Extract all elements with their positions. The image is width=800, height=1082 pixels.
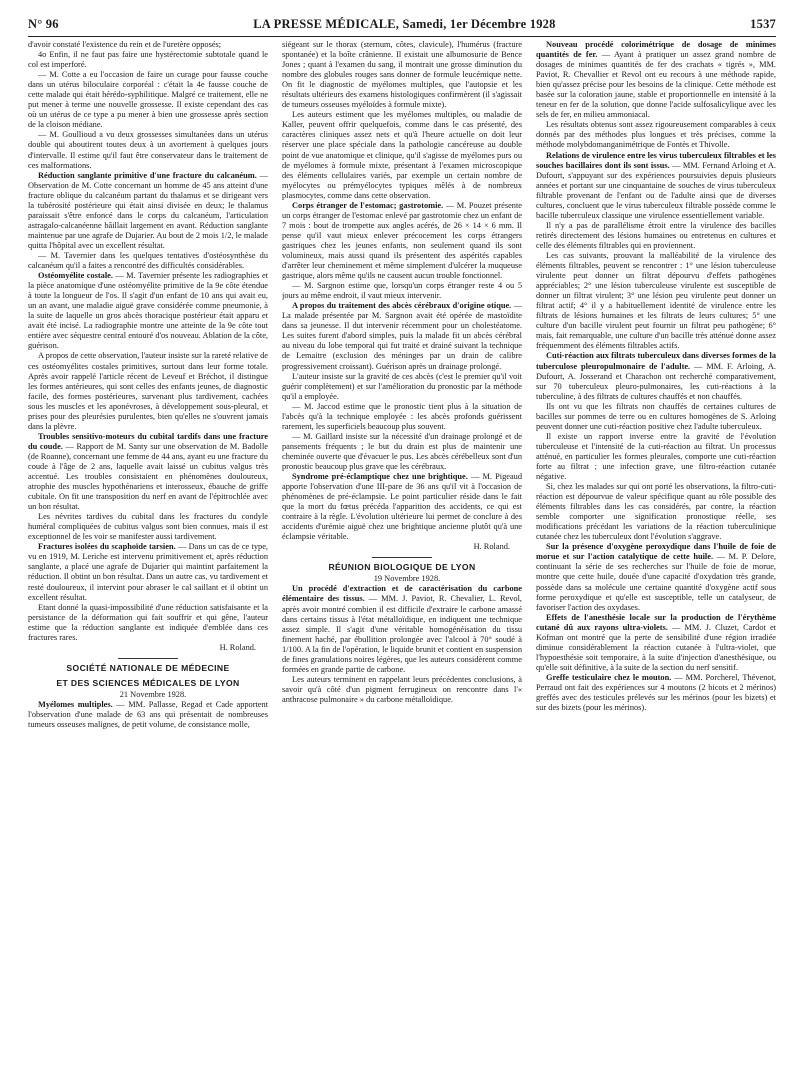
paragraph [28,700,268,730]
section-heading: Réduction sanglante primitive d'une fracture du calcanéum. [38,170,257,180]
paragraph-text: — MM. F. Arloing, A. Dufourt, A. Josserand et Charachon ont recherché comparativement, sur 70 tuberculeux pleuro-pulmonaires, les cuti-réactions à la tuberculine, à des filtrats de cultures chauffés et non chauffés. [536,361,776,401]
paragraph-text: — Observation de M. Cotte concernant un homme de 45 ans atteint d'une fracture oblique du calcanéum partant du thalamus et se dirigeant vers la tubérosité postérieure qui était ainsi divisée en deux; le thalamus paraissait s'être enfoncé dans le corps du calcanéum, l'articulation astragalo-calcanéenne bâillait largement en avant. Réduction sanglante maintenue par une agrafe de Dujarier. Au bout de 2 mois 1/2, le malade quitta l'hôpital avec un excellent résultat. [28,170,268,250]
section-heading: Nouveau procédé colorimétrique de dosage de minimes quantités de fer. [536,40,776,60]
paragraph-text: — MM. Fernand Arloing et A. Dufourt, s'appuyant sur des expériences poursuivies depuis plusieurs années et portant sur une cinquantaine de souches de virus tuberculeux filtrable provenant de l'enfant ou de l'adulte ainsi que de diverses cultures, concluent que le virus tuberculeux filtrable possède comme le bacille tuberculeux classique une virulence essentiellement variable. [536,160,776,220]
signature: H. Roland. [473,542,510,552]
section-heading: A propos du traitement des abcès cérébraux d'origine otique. [292,301,512,311]
section-heading: Corps étranger de l'estomac; gastrotomie. [292,200,444,210]
paragraph [282,301,522,371]
page-number: 1537 [750,16,776,31]
paragraph: Les auteurs terminent en rappelant leurs précédentes conclusions, à savoir qu'à côté d'un pigment ferrugineux on rencontre dans l'« anthracose pulmonaire » du carbone métalloïdique. [282,674,522,704]
paragraph: — M. Jaccod estime que le pronostic tient plus à la situation de l'abcès qu'à la technique employée : les abcès profonds guérissent rarement, les superficiels beaucoup plus souvent. [282,401,522,431]
paragraph: Ils ont vu que les filtrats non chauffés de certaines cultures de bacilles sur pommes de terre ou en cultures homogènes de S. Arloing peuvent donner une cuti-réaction positive chez l'adulte tuberculeux. [536,401,776,431]
section-heading: Fractures isolées du scaphoïde tarsien. [38,542,176,552]
paragraph [282,201,522,281]
paragraph-text: — Rapport de M. Santy sur une observation de M. Badolle (de Roanne), concernant une femme de 44 ans, ayant eu une fracture du coude à l'âge de 2 ans, laquelle avait laissé un cubitus valgus très accentué. Les troubles consistaient en phénomènes douloureux, atrophie des muscles hypothénariens et interosseux, ébauche de griffe cubitale. On fit une transposition du nerf en avant de l'épitrochlée avec un bon résultat. [28,441,268,512]
section-heading: Cuti-réaction aux filtrats tuberculeux dans diverses formes de la tuberculose pleuropulmonaire de l'adulte. [536,351,776,371]
divider [118,658,178,659]
paragraph: Les auteurs estiment que les myélomes multiples, ou maladie de Kaller, peuvent offrir quelquefois, comme dans le cas présenté, des caractères cliniques assez nets et qu'à l'heure actuelle on doit leur réserver une place spéciale dans la pathologie cancéreuse au double point de vue anatomique et clinique, qu'il s'agisse de myélomes purs ou de myélomes à formule mixte, présentant à l'examen microscopique des éléments cellulaires variés, par exemple un certain nombre de myélocytes ou prémyélocytes typiques mêlés à de nombreux plasmocytes, comme dans cette observation. [282,110,522,200]
column-left [28,40,268,1076]
journal-title: LA PRESSE MÉDICALE, Samedi, 1er Décembre 1928 [253,16,556,31]
section-heading: Greffe testiculaire chez le mouton. [546,672,672,682]
paragraph [536,613,776,673]
paragraph-text: — M. Pouzet présente un corps étranger de l'estomac enlevé par gastrotomie chez un enfant de 7 mois : bout de trompette aux angles acérés, de 26 × 14 × 6 mm. Il pense qu'il vaut mieux enlever précocement les corps étrangers gastriques chez les jeunes enfants, non seulement quand ils sont volumineux, mais aussi quand ils présentent des aspérités capables d'arrêter leur cheminement et même simplement d'ulcérer la muqueuse gastrique, alors même qu'ils ne causent aucun trouble fonctionnel. [282,200,522,281]
paragraph: — M. Goullioud a vu deux grossesses simultanées dans un utérus double qui aboutirent toutes deux à un avortement à quelques jours d'intervalle. Il estime qu'il faut être conservateur dans le traitement de ces malformations. [28,130,268,170]
paragraph: Il n'y a pas de parallélisme étroit entre la virulence des bacilles retirés directement des lésions humaines ou entretenus en cultures et celle des éléments filtrables qui en proviennent. [536,220,776,250]
page-header [28,12,776,37]
paragraph-text: — MM. Porcherel, Thévenot, Perraud ont fait des expériences sur 4 moutons (2 bicots et 2 mérinos) greffés avec des testicules prélevés sur les mérinos (pour les bizets) et sur des bizets (pour les mérinos). [536,672,776,713]
section-heading: Un procédé d'extraction et de caractérisation du carbone élémentaire des tissus. [282,584,522,604]
paragraph: 4o Enfin, il ne faut pas faire une hystérectomie subtotale quand le col est imperforé. [28,50,268,70]
paragraph-text: — M. P. Delore, continuant la série de ses recherches sur l'huile de foie de morue, montre que cette huile, douée d'une capacité d'oxydation très grande, possède dans sa molécule une certaine quantité d'oxygène actif sous forme peroxydique et qu'elle est susceptible, telle un catalyseur, de favoriser l'action des oxydases. [536,552,776,612]
session-date: 19 Novembre 1928. [373,574,441,584]
divider [372,557,432,558]
issue-number: N° 96 [28,16,59,31]
paragraph [28,542,268,602]
paragraph-text: — Dans un cas de ce type, vu en 1919, M. Leriche est intervenu primitivement et, après réduction sanglante, a placé une agrafe de Dujarier qui maintint parfaitement la réduction. Il obtint un bon résultat. Dans un autre cas, vu tardivement et resté douloureux, il intervint pour abraser le cal saillant et il obtint un excellent résultat. [28,542,268,602]
paragraph-text: — La malade présentée par M. Sargnon avait été opérée de mastoïdite dans sa jeunesse. Il dut intervenir récemment pour un cholestéatome. Les suites furent d'abord simples, puis la malade fit un abcès cérébral au niveau du lobe temporal qui fut traité et drainé suivant la technique de Lemaitre (exclusion des méninges par un drain de calibre progressivement croissant). Guérison après un drainage prolongé. [282,301,522,371]
paragraph: Les cas suivants, prouvant la malléabilité de la virulence des éléments filtrables, peuvent se rencontrer : 1° une lésion tuberculeuse virulente peut donner un filtrat dépourvu d'effets pathogènes appréciables; 2° une lésion tuberculeuse virulente est susceptible de donner un filtrat virulent; 3° une lésion peu virulente peut donner un filtrat actif; 4° il y a habituellement identité de virulence entre les filtrats de lésions humaines et les filtrats de leurs cultures; 5° une culture d'un bacille virulent peut fournir un filtrat peu pathogène; 6° mais, fait remarquable, une culture d'un bacille très atténué donne assez fréquemment des éléments filtrables actifs. [536,250,776,351]
paragraph: — M. Tavernier dans les quelques tentatives d'ostéosynthèse du calcanéum qu'il a faites a rencontré des difficultés considérables. [28,250,268,271]
paragraph [28,271,268,351]
paragraph-text: — M. Tavernier présente les radiographies et la pièce anatomique d'une ostéomyélite primitive de la 9e côte étendue à toute la longueur de l'os. Il s'agit d'un enfant de 10 ans qui avait eu, un an avant, une maladie aiguë grave considérée comme pneumonie, à la suite de laquelle un gros abcès thoracique postérieur était apparu et avait été incisé. La radiographie montre une atteinte de la 9e côte tout entière avec séquestre central entouré d'os nouveau. Ablation de la côte, guérison. [28,271,268,351]
section-heading: Ostéomyélite costale. [38,271,113,281]
column-right [536,40,776,1076]
society-title-line2: ET DES SCIENCES MÉDICALES DE LYON [56,677,240,688]
section-heading: Effets de l'anesthésie locale sur la production de l'érythème cutané dû aux rayons ultra-violets. [536,612,776,632]
section-heading: Troubles sensitivo-moteurs du cubital tardifs dans une fracture du coude. [28,431,268,451]
paragraph [282,472,522,542]
paragraph [28,432,268,512]
paragraph [536,40,776,120]
paragraph-text: — MM. Pallasse, Regad et Cade apportent l'observation d'une malade de 63 ans qui présentait de nombreuses tumeurs osseuses malignes, de petit volume, de consistance molle, [28,699,268,729]
paragraph [536,673,776,713]
paragraph-text: — Ayant à pratiquer un assez grand nombre de dosages de minimes quantités de fer des crachats « tigrés », MM. Paviot, R. Chevallier et Revol ont eu recours à une méthode rapide, bien qu'assez précise pour les besoins de la clinique. Cette méthode est basée sur la coloration jaune, stable et proportionnelle en intensité à la teneur en fer de la solution, que donne l'acide sulfosalicylique avec les sels de fer, en milieu ammoniacal. [536,50,776,120]
column-middle [282,40,522,1076]
paragraph [28,171,268,251]
paragraph [282,584,522,674]
section-heading: Myélomes multiples. [38,699,113,709]
paragraph: Les résultats obtenus sont assez rigoureusement comparables à ceux donnés par des méthodes plus longues et très précises, comme la méthode molybdomanganimétrique de Fontès et Thivolle. [536,120,776,150]
paragraph: Si, chez les malades sur qui ont porté les observations, la filtro-cuti-réaction est dépourvue de valeur spécifique quant au rôle possible des éléments filtrables dans les cas considérés, par contre, la réaction semble comporter une signification pronostique réelle, ses modifications précédant les variations de la réaction tuberculinique cutanée chez les tuberculeux dont l'évolution s'aggrave. [536,482,776,542]
paragraph-text: — MM. J. Cluzet, Cardot et Kofman ont montré que la perte de sensibilité d'une région irradiée diminue considérablement la réaction cutanée à l'ultra-violet, que l'hypoesthésie soit temporaire, à la suite d'injection d'anesthésique, ou qu'elle soit définitive, à la suite de la section du nerf sensitif. [536,622,776,672]
paragraph: Il existe un rapport inverse entre la gravité de l'évolution tuberculeuse et l'intensité de la cuti-réaction au filtrat. Un processus atténué, en particulier les formes pleurales, comporte une cuti-réaction forte au filtrat ; une infection grave, une filtro-réaction cutanée négative. [536,431,776,482]
paragraph: A propos de cette observation, l'auteur insiste sur la rareté relative de ces ostéomyélites costales primitives, surtout dans leur forme totale. Après avoir rappelé l'article récent de Leveuf et Bréchot, il distingue les formes antérieures, qui sont celles des enfants jeunes, de diagnostic facile, des formes postérieures, survenant plus tardivement, cachées sous les muscles et les aponévroses, à développement sous-pleural, et prises pour des pleurésies purulentes, bien qu'elles ne s'ouvrent jamais dans la plèvre. [28,351,268,431]
session-date: 21 Novembre 1928. [119,689,187,699]
paragraph [536,351,776,401]
society-title-line1: SOCIÉTÉ NATIONALE DE MÉDECINE [66,662,230,673]
paragraph: d'avoir constaté l'existence du rein et de l'uretère opposés; [28,40,222,49]
paragraph-text: — M. Pigeaud apporte l'observation d'une III-pare de 36 ans qu'il vit à l'occasion de phénomènes de pré-éclampsie. Le point particulier réside dans le fait que la mort du fœtus précéda l'apparition des accidents, ce qui est contraire à la règle. L'évolution ultérieure lui permet de conclure à des accidents d'urémie aiguë chez une brightique ancienne plutôt qu'à une éclampsie véritable. [282,472,522,542]
signature: H. Roland. [219,642,256,652]
paragraph: L'auteur insiste sur la gravité de ces abcès (c'est le premier qu'il voit guérir complètement) et sur l'amélioration du pronostic par la méthode qu'il a employée. [282,371,522,401]
paragraph: siégeant sur le thorax (sternum, côtes, clavicule), l'humérus (fracture spontanée) et la boîte crânienne. Il existait une albumosurie de Bence Jones ; quant à l'examen du sang, il montrait une grosse diminution du nombre des globules rouges sans donner de formule leucémique nette. On fit le diagnostic de myélomes multiples, que l'autopsie et les résultats ultérieurs des examens histologiques confirmèrent (il s'agissait de tumeurs osseuses myéloïdes à formule mixte). [282,40,522,110]
paragraph: — M. Gaillard insiste sur la nécessité d'un drainage prolongé et de pansements fréquents ; le but du drain est plus de maintenir une cheminée ouverte que d'évacuer le pus. Les abcès cérébelleux sont d'un pronostic beaucoup plus grave que les cérébraux. [282,431,522,471]
society-title: RÉUNION BIOLOGIQUE DE LYON [328,562,476,573]
section-heading: Sur la présence d'oxygène peroxydique dans l'huile de foie de morue et sur l'action catalytique de cette huile. [536,542,776,562]
paragraph: — M. Sargnon estime que, lorsqu'un corps étranger reste 4 ou 5 jours au même endroit, il vaut mieux intervenir. [282,281,522,301]
paragraph: Etant donné la quasi-impossibilité d'une réduction satisfaisante et la persistance de la déformation qui fait souffrir et qui gêne, l'auteur estime que la réduction sanglante est indiquée d'emblée dans ces fractures rares. [28,602,268,642]
article-columns [28,40,780,1076]
paragraph [536,151,776,221]
paragraph: Les névrites tardives du cubital dans les fractures du condyle huméral compliquées de cubitus valgus sont bien connues, mais il est exceptionnel de les voir se manifester aussi tardivement. [28,512,268,542]
paragraph: — M. Cotte a eu l'occasion de faire un curage pour fausse couche dans un utérus biloculaire corporéal : c'était la 4e fausse couche de cette malade qui était hérédo-syphilitique. Malgré ce traitement, elle ne put mener à terme une nouvelle grossesse. Il existe cependant des cas où un utérus de ce type a pu mener à bien une grossesse après section de la cloison médiane. [28,70,268,130]
section-heading: Relations de virulence entre les virus tuberculeux filtrables et les souches bacillaires dont ils sont issus. [536,150,776,170]
paragraph [536,542,776,612]
section-heading: Syndrome pré-éclamptique chez une brightique. [292,472,468,482]
paragraph-text: — MM. J. Paviot, R. Chevalier, L. Revol, après avoir montré combien il est difficile d'extraire le carbone amassé dans certains tissus à l'état métalloïdique, en indiquent une technique assez simple. Il s'agit d'une véritable homogénéisation du tissu finement haché, par ébullition prolongée avec l'alcool à 70° soudé à 1/100. A la fin de l'opération, le liquide brunit et contient en suspension de fines granulations noires légères, que les auteurs considèrent comme formées en grande partie de carbone. [282,594,522,674]
